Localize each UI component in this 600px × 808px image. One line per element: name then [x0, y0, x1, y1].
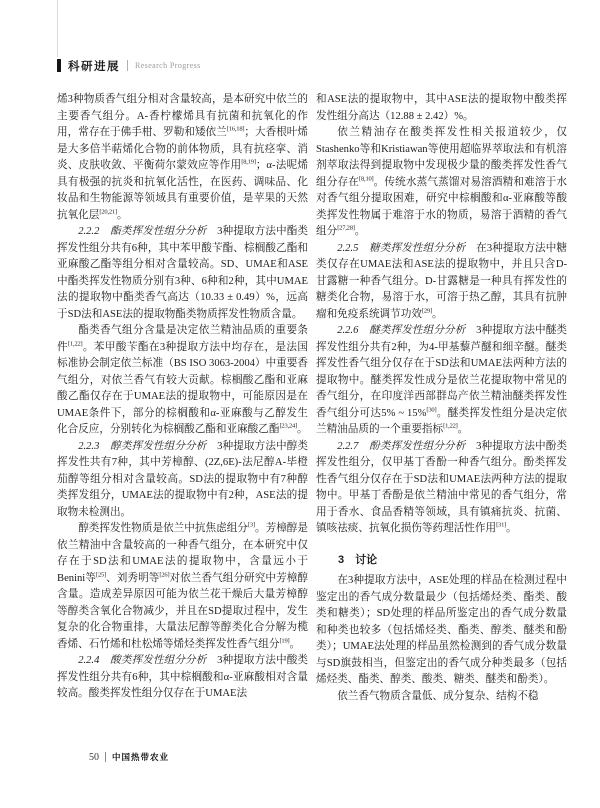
- paragraph: [316, 439, 567, 538]
- text-run: 。芳樟醇是依兰精油中含量较高的一种香气组分，在本研究中仅存在于SD法和UMAE法的提取物中，含量远小于Benini等: [57, 523, 309, 584]
- text-run: 。: [506, 523, 517, 534]
- text-run: 。醚类挥发性组分是决定依兰精油品质的一个重要指标: [316, 407, 567, 435]
- page-header: [57, 57, 201, 74]
- page-number: 50: [89, 751, 99, 763]
- text-run: 和ASE法的提取物中，其中ASE法的提取物中酸类挥发性组分高达（12.88 ± 2.42）%。: [316, 94, 567, 122]
- text-run: 3 讨论: [338, 553, 378, 566]
- paragraph: [316, 323, 567, 439]
- citation-reference: [26]: [159, 570, 170, 578]
- citation-reference: [27,28]: [337, 224, 355, 232]
- text-run: 对依兰香气组分研究中芳樟醇含量。造成差异原因可能为依兰花干燥后大量芳樟醇等醇类含氧化合物减少，并且在SD提取过程中，发生复杂的化合物重排，大量法尼醇等醇类化合分解为榄香烯、石竹烯和杜松烯等烯烃类挥发性香气组分: [57, 572, 309, 650]
- text-run: 。: [457, 424, 469, 435]
- paragraph: [316, 573, 567, 689]
- paragraph: [316, 125, 567, 241]
- right-column: [316, 92, 567, 705]
- text-run: ；大香根叶烯是大多倍半萜烯化合物的前体物质，具有抗痉挛、消炎、皮肤收敛、平衡荷尔蒙效应等作用: [57, 127, 309, 171]
- journal-name: 中国热带农业: [112, 752, 170, 762]
- text-run: 3种提取方法中酸类挥发性组分共有6种，其中棕榈酸和α-亚麻酸相对含量较高。酸类挥发性组分仅存在于UMAE法: [57, 655, 308, 699]
- text-run: 。苯甲酸苄酯在3种提取方法中均存在，是法国标准协会制定依兰标准（BS ISO 3063-2004）中重要香气组分，对依兰香气有较大贡献。棕榈酸乙酯和亚麻酸乙酯仅存在于UMAE法的提取物中，可能原因是在UMAE条件下，部分的棕榈酸和α-亚麻酸与乙醇发生化合反应，分别转化为棕榈酸乙酯和亚麻酸乙酯: [57, 341, 309, 435]
- text-run: 在3种提取方法中，ASE处理的样品在检测过程中鉴定出的香气成分数量最少（包括烯烃类、酯类、酸类和糖类）；SD处理的样品所鉴定出的香气成分数量和种类也较多（包括烯烃类、酯类、醇类、醚类和酚类）；UMAE法处理的样品虽然检测到的香气成分数量与SD旗鼓相当，但鉴定出的香气成分种类最多（包括烯烃类、酯类、醇类、酸类、糖类、醚类和酚类）。: [316, 575, 567, 685]
- header-divider: [127, 60, 128, 71]
- paragraph: [57, 224, 308, 323]
- section-marker-bar: [57, 59, 61, 72]
- paragraph: [316, 689, 567, 706]
- citation-reference: [16,18]: [226, 125, 245, 133]
- text-run: 。: [354, 226, 366, 237]
- citation-reference: [3]: [247, 521, 255, 529]
- paragraph: [57, 439, 308, 522]
- citation-reference: [1,22]: [443, 422, 458, 430]
- text-run: 醇类挥发性物质是依兰中抗焦虑组分: [78, 523, 248, 534]
- citation-reference: [19]: [279, 636, 290, 644]
- citation-reference: [8,10]: [359, 174, 374, 182]
- article-body: [57, 92, 567, 705]
- text-run: ；α-法呢烯具有极强的抗炎和抗氧化活性，在医药、调味品、化妆品和生物能源等领域具有重要价值，是苹果的天然抗氧化层: [57, 160, 309, 221]
- subsection-label: 2.2.5 糖类挥发性组分分析: [337, 242, 466, 254]
- text-run: 。传统水蒸气蒸馏对易溶酒精和难溶于水对香气组分提取困难，研究中棕榈酸和α-亚麻酸等酸类挥发性物属于难溶于水的物质，易溶于酒精的香气组分: [316, 176, 568, 237]
- text-run: 。: [431, 308, 443, 320]
- citation-reference: [29]: [421, 306, 432, 314]
- citation-reference: [31]: [496, 521, 507, 529]
- text-run: 3种提取方法中醇类挥发性共有7种，其中芳樟醇、(2Z,6E)-法尼醇A-毕橙茄醇等组分相对含量较高。SD法的提取物中有7种醇类挥发组分，UMAE法的提取物中有2种，ASE法的提取物未检测出。: [57, 440, 308, 518]
- paragraph: [57, 653, 308, 703]
- text-run: 3种提取方法中醚类挥发性组分共有2种，为4-甲基藜芦醚和细辛醚。醚类挥发性香气组分仅存在于SD法和UMAE法两种方法的提取物中。醚类挥发性成分是依兰花提取物中常见的香气组分，在印度洋西部群岛产依兰精油醚类挥发性香气组分可达5% ~ 15%: [316, 325, 567, 419]
- text-run: 。: [116, 209, 128, 221]
- subsection-label: 2.2.4 酸类挥发性组分分析: [78, 655, 207, 666]
- paragraph: [57, 92, 308, 224]
- section-title-en: Research Progress: [135, 61, 201, 70]
- text-run: 依兰香气物质含量低、成分复杂、结构不稳: [337, 690, 539, 702]
- subsection-label: 2.2.3 醇类挥发性组分分析: [78, 440, 207, 452]
- section-heading: [316, 552, 567, 569]
- paragraph: [57, 521, 308, 653]
- text-run: 在3种提取方法中糖类仅存在UMAE法和ASE法的提取物中，并且只含D-甘露糖一种香气组分。D-甘露糖是一种具有挥发性的糖类化合物，易溶于水，可溶于热乙醇，其具有抗肿瘤和免疫系统调节功效: [316, 242, 567, 320]
- paragraph: [57, 323, 308, 439]
- section-title-cn: 科研进展: [68, 60, 120, 73]
- left-column: [57, 92, 308, 705]
- text-run: 依兰精油存在酸类挥发性相关报道较少，仅Stashenko等和Kristiawan等使用超临界萃取法和有机溶剂萃取法得到提取物中发现极少量的酸类挥发性香气组分存在: [316, 127, 567, 188]
- citation-reference: [30]: [426, 405, 437, 413]
- citation-reference: [25]: [95, 570, 107, 578]
- subsection-label: 2.2.7 酚类挥发性组分分析: [337, 440, 466, 452]
- text-run: 酯类香气组分含量是决定依兰精油品质的重要条件: [57, 325, 308, 353]
- text-run: 。: [297, 424, 308, 435]
- text-run: 3种提取方法中酯类挥发性组分共有6种，其中苯甲酸苄酯、棕榈酸乙酯和亚麻酸乙酯等组分相对含量较高。SD、UMAE和ASE中酯类挥发性物质分别有3种、6种和2种，其中UMAE法的提取物中酯类香气高达（10.33 ± 0.49）%，远高于SD法和ASE法的提取物酯类物质挥发性物质含量。: [57, 226, 308, 320]
- text-run: 、刘秀明等: [106, 572, 160, 584]
- citation-reference: [23,24]: [279, 422, 298, 430]
- text-run: 。: [289, 638, 301, 650]
- page-footer: [89, 751, 169, 763]
- subsection-label: 2.2.2 酯类挥发性组分分析: [78, 226, 207, 237]
- subsection-label: 2.2.6 醚类挥发性组分分析: [337, 325, 466, 336]
- text-run: 烯3种物质香气组分相对含量较高，是本研究中依兰的主要香气组分。A-香柠檬烯具有抗菌和抗氧化的作用，常存在于佛手柑、罗勒和矮依兰: [57, 94, 308, 138]
- footer-divider: [105, 752, 106, 762]
- paragraph: [316, 92, 567, 125]
- citation-reference: [20,21]: [99, 207, 117, 215]
- paragraph: [316, 241, 567, 324]
- citation-reference: [8,19]: [241, 158, 256, 166]
- crop-mark-line: [57, 0, 58, 57]
- text-run: 3种提取方法中酚类挥发性组分，仅甲基丁香酚一种香气组分。酚类挥发性香气组分仅存在于SD法和UMAE法两种方法的提取物中。甲基丁香酚是依兰精油中常见的香气组分，常用于香水、食品香精等领域，具有镇痛抗炎、抗菌、镇咳祛痰、抗氧化损伤等药理活性作用: [316, 440, 567, 534]
- citation-reference: [1,22]: [68, 339, 83, 347]
